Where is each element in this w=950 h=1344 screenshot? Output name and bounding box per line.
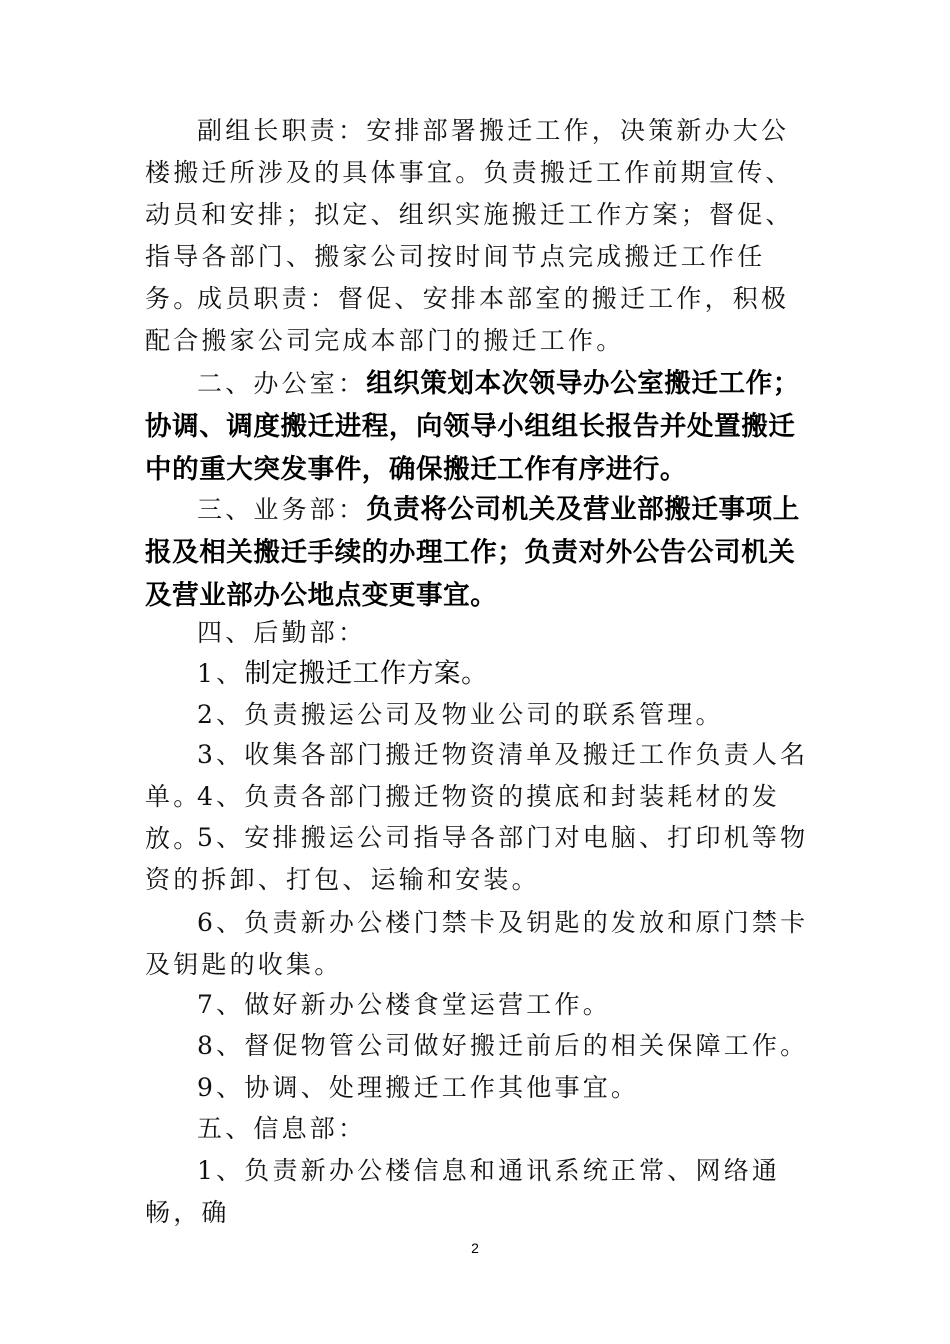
paragraph-member-duties: 成员职责：督促、安排本部室的搬迁工作，积极配合搬家公司完成本部门的搬迁工作。 bbox=[145, 284, 790, 355]
paragraph-logistics-1 bbox=[145, 652, 810, 695]
logistics-1-number: 1、 bbox=[197, 659, 245, 688]
paragraph-business bbox=[145, 488, 810, 617]
paragraph-deputy-leader-duties: 副组长职责：安排部署搬迁工作，决策新办大公楼搬迁所涉及的具体事宜。负责搬迁工作前期宣传、动员和安排；拟定、组织实施搬迁工作方案；督促、指导各部门、搬家公司按时间节点完成搬迁工作任务。 bbox=[145, 116, 794, 313]
paragraph-logistics-8: 8、督促物管公司做好搬迁前后的相关保障工作。 bbox=[197, 1031, 809, 1060]
office-text: 组织策划本次领导办公室搬迁工作；协调、调度搬迁进程，向领导小组组长报告并处置搬迁中的重大突发事件，确保搬迁工作有序进行。 bbox=[145, 368, 800, 485]
paragraph-logistics-7: 7、做好新办公楼食堂运营工作。 bbox=[197, 990, 611, 1019]
office-heading: 二、办公室： bbox=[197, 369, 367, 398]
paragraph-it-heading: 五、信息部： bbox=[197, 1114, 367, 1143]
paragraph-office bbox=[145, 362, 810, 491]
paragraph-logistics-4: 4、负责各部门搬迁物资的摸底和封装耗材的发放。 bbox=[145, 782, 781, 853]
paragraph-logistics-9: 9、协调、处理搬迁工作其他事宜。 bbox=[197, 1073, 640, 1102]
business-heading: 三、业务部： bbox=[197, 495, 367, 524]
paragraph-logistics-2: 2、负责搬运公司及物业公司的联系管理。 bbox=[197, 700, 724, 729]
paragraph-it-1: 1、负责新办公楼信息和通讯系统正常、网络通畅，确 bbox=[145, 1156, 781, 1227]
paragraph-logistics-heading: 四、后勤部： bbox=[197, 618, 367, 647]
business-text: 负责将公司机关及营业部搬迁事项上报及相关搬迁手续的办理工作；负责对外公告公司机关及营业部办公地点变更事宜。 bbox=[145, 494, 800, 611]
paragraph-logistics-3: 3、收集各部门搬迁物资清单及搬迁工作负责人名单。 bbox=[145, 740, 809, 811]
paragraph-logistics-6: 6、负责新办公楼门禁卡及钥匙的发放和原门禁卡及钥匙的收集。 bbox=[145, 908, 809, 979]
page-number: 2 bbox=[471, 1240, 479, 1256]
logistics-1-text: 制定搬迁工作方案。 bbox=[244, 658, 489, 689]
paragraph-logistics-5: 5、安排搬运公司指导各部门对电脑、打印机等物资的拆卸、打包、运输和安装。 bbox=[145, 823, 809, 894]
